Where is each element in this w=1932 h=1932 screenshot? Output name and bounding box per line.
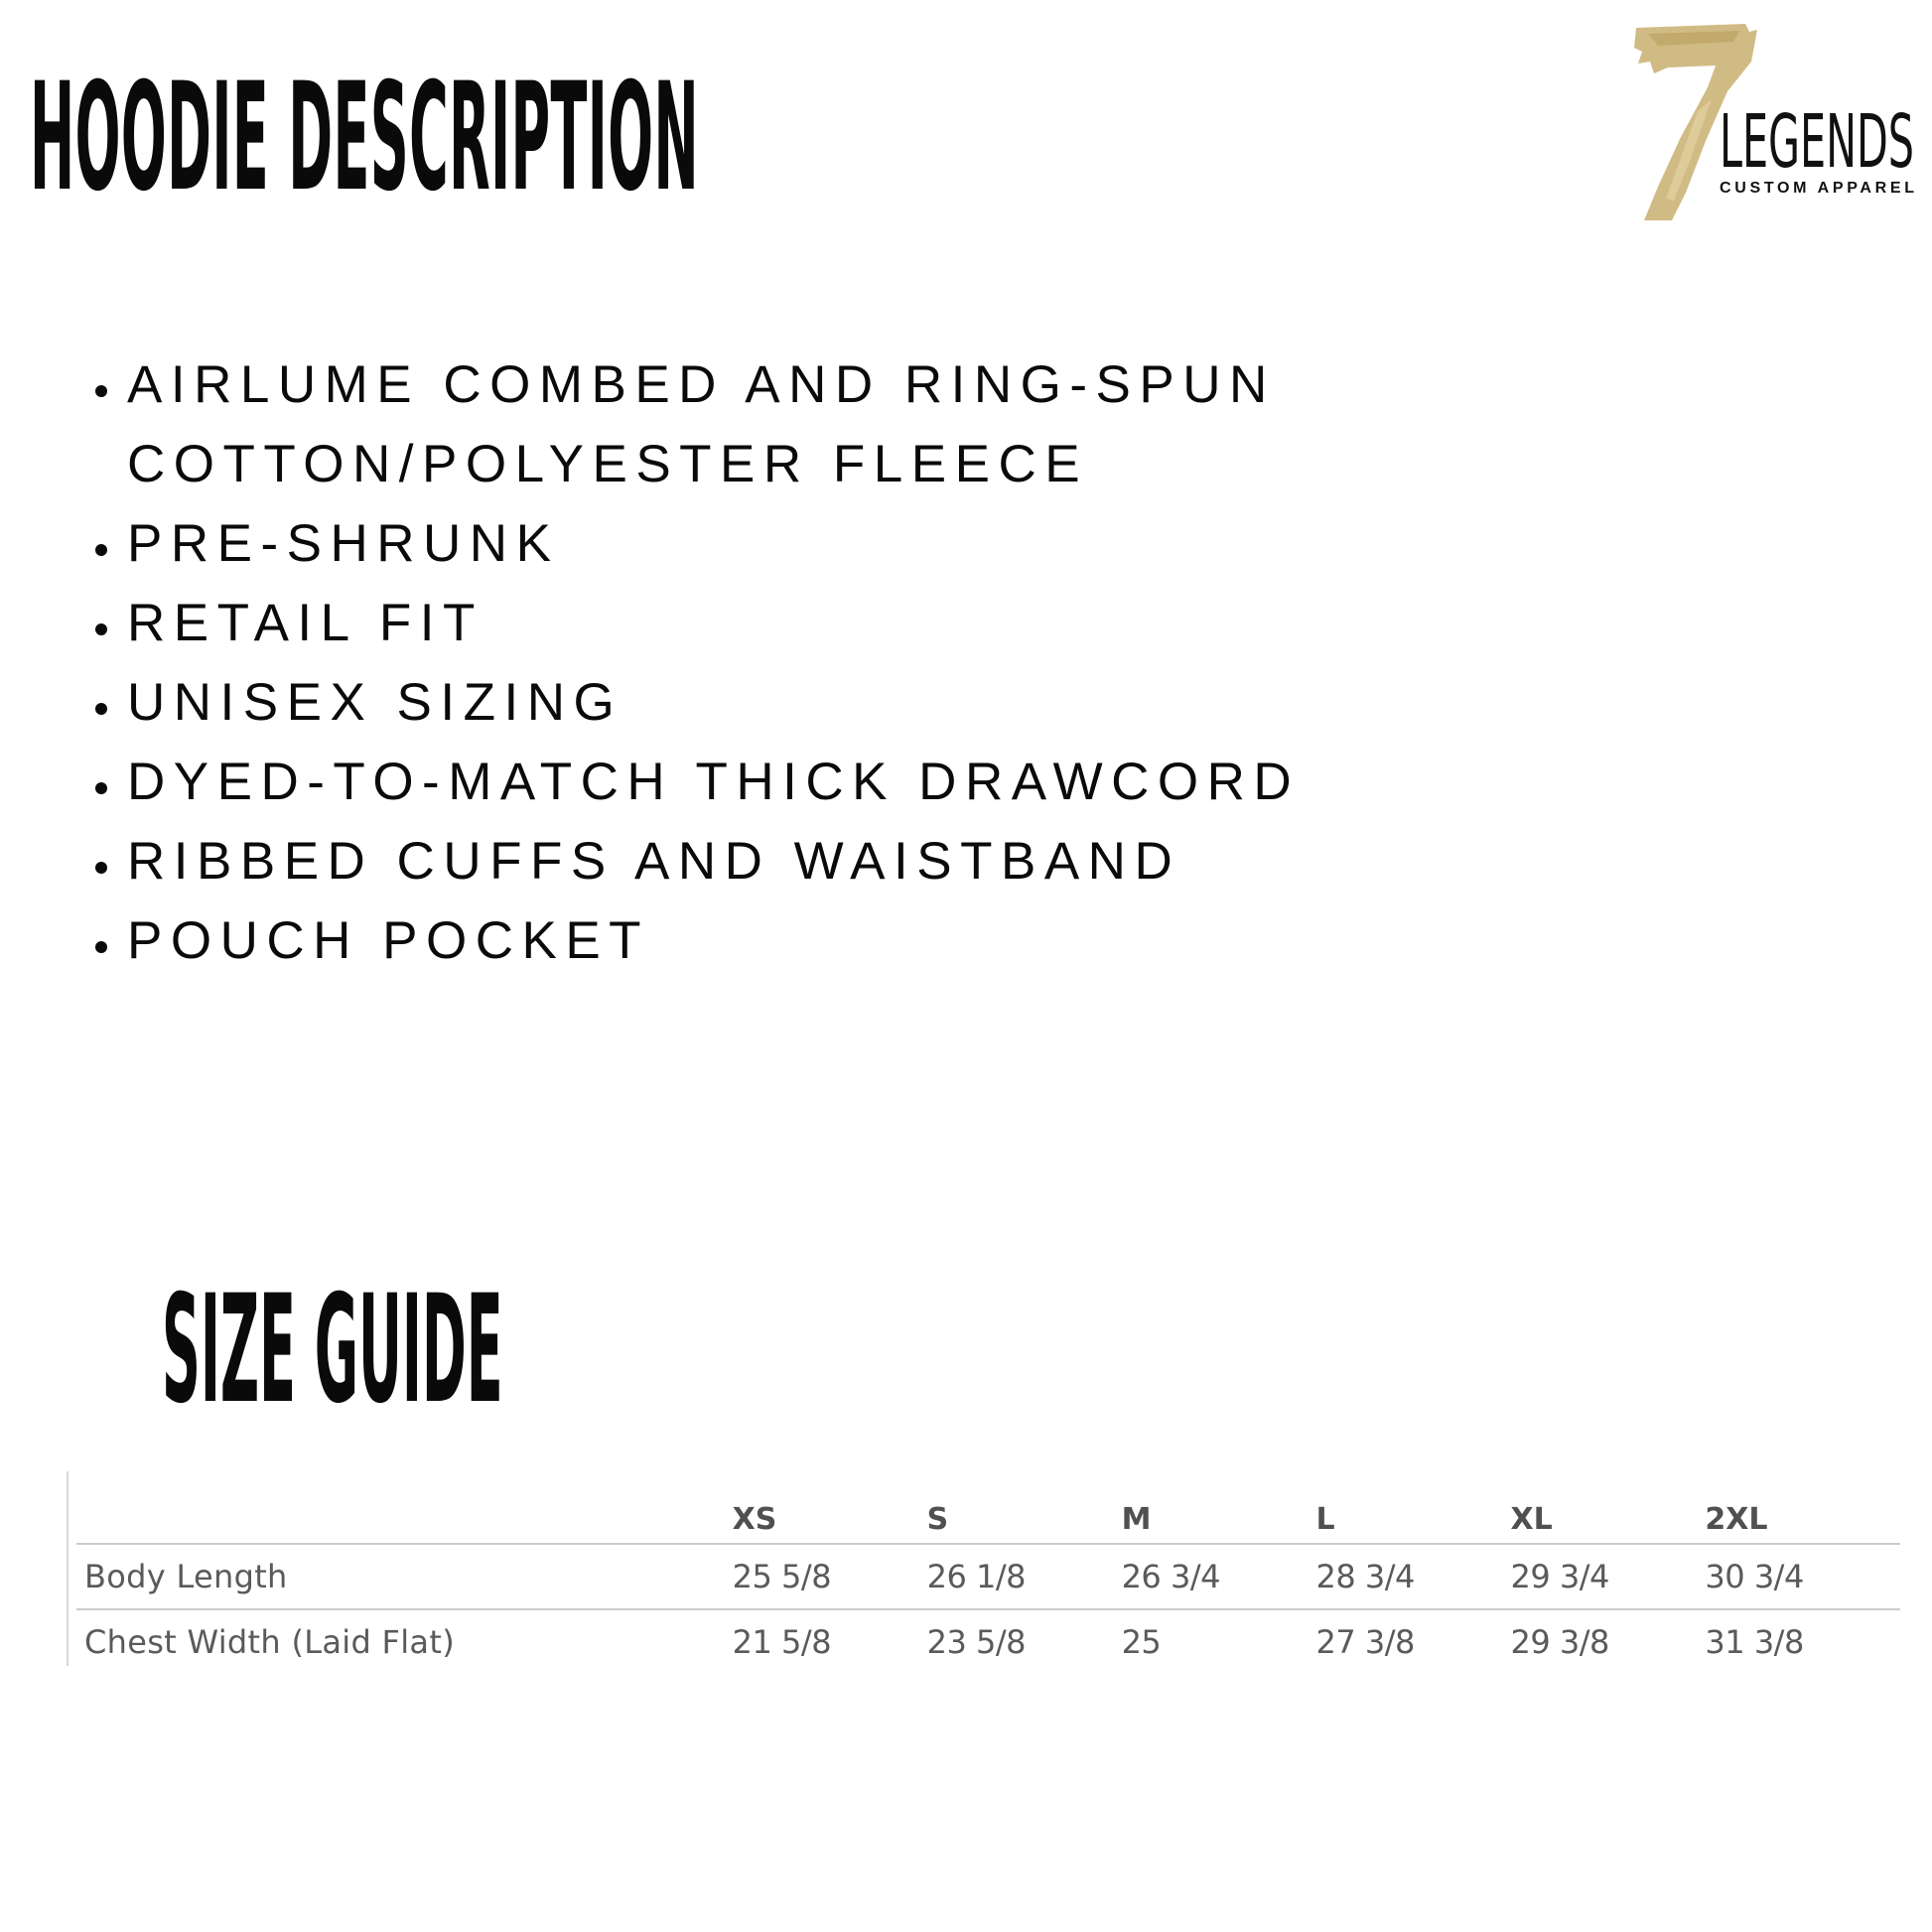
size-table-container [67,1471,1900,1666]
table-cell: 30 3/4 [1705,1544,1900,1609]
table-cell: 29 3/4 [1510,1544,1705,1609]
table-cell: 23 5/8 [926,1623,1026,1661]
table-cell: 26 3/4 [1122,1544,1316,1609]
brand-logo [1628,22,1926,220]
size-header-l: L [1316,1471,1511,1544]
page-title: HOODIE DESCRIPTION [30,52,700,224]
table-cell: 27 3/8 [1315,1623,1415,1661]
feature-item: • PRE-SHRUNK [125,504,1465,584]
table-cell: 31 3/8 [1705,1623,1804,1661]
logo-tagline-text: CUSTOM APPAREL [1720,180,1914,197]
table-row-body-length [76,1544,1900,1609]
table-cell: 25 [1121,1623,1162,1661]
feature-item: • AIRLUME COMBED AND RING-SPUN COTTON/POLYESTER FLEECE [125,345,1465,504]
table-cell: 21 5/8 [732,1623,832,1661]
size-header-xl: XL [1510,1471,1705,1544]
size-header-xs: XS [733,1471,927,1544]
table-cell: 28 3/4 [1316,1544,1511,1609]
size-table [76,1471,1900,1674]
feature-item: • DYED-TO-MATCH THICK DRAWCORD [125,743,1465,822]
size-header-s: S [927,1471,1122,1544]
size-header-m: M [1122,1471,1316,1544]
feature-item: • RIBBED CUFFS AND WAISTBAND [125,822,1465,901]
table-cell: 26 1/8 [927,1544,1122,1609]
size-guide-title: SIZE GUIDE [162,1264,503,1437]
table-cell: 25 5/8 [733,1544,927,1609]
row-label: Chest Width (Laid Flat) [84,1623,455,1661]
size-header-row [76,1471,1900,1544]
feature-item: • UNISEX SIZING [125,663,1465,743]
size-header-2xl: 2XL [1705,1471,1900,1544]
feature-item: • POUCH POCKET [125,901,1465,981]
feature-list [69,345,1465,981]
row-label: Body Length [76,1544,733,1609]
size-header-blank [76,1471,733,1544]
logo-brand-text: LEGENDS [1720,99,1914,185]
feature-item: • RETAIL FIT [125,584,1465,663]
table-cell: 29 3/8 [1510,1623,1609,1661]
table-row-chest-width [76,1609,1900,1674]
